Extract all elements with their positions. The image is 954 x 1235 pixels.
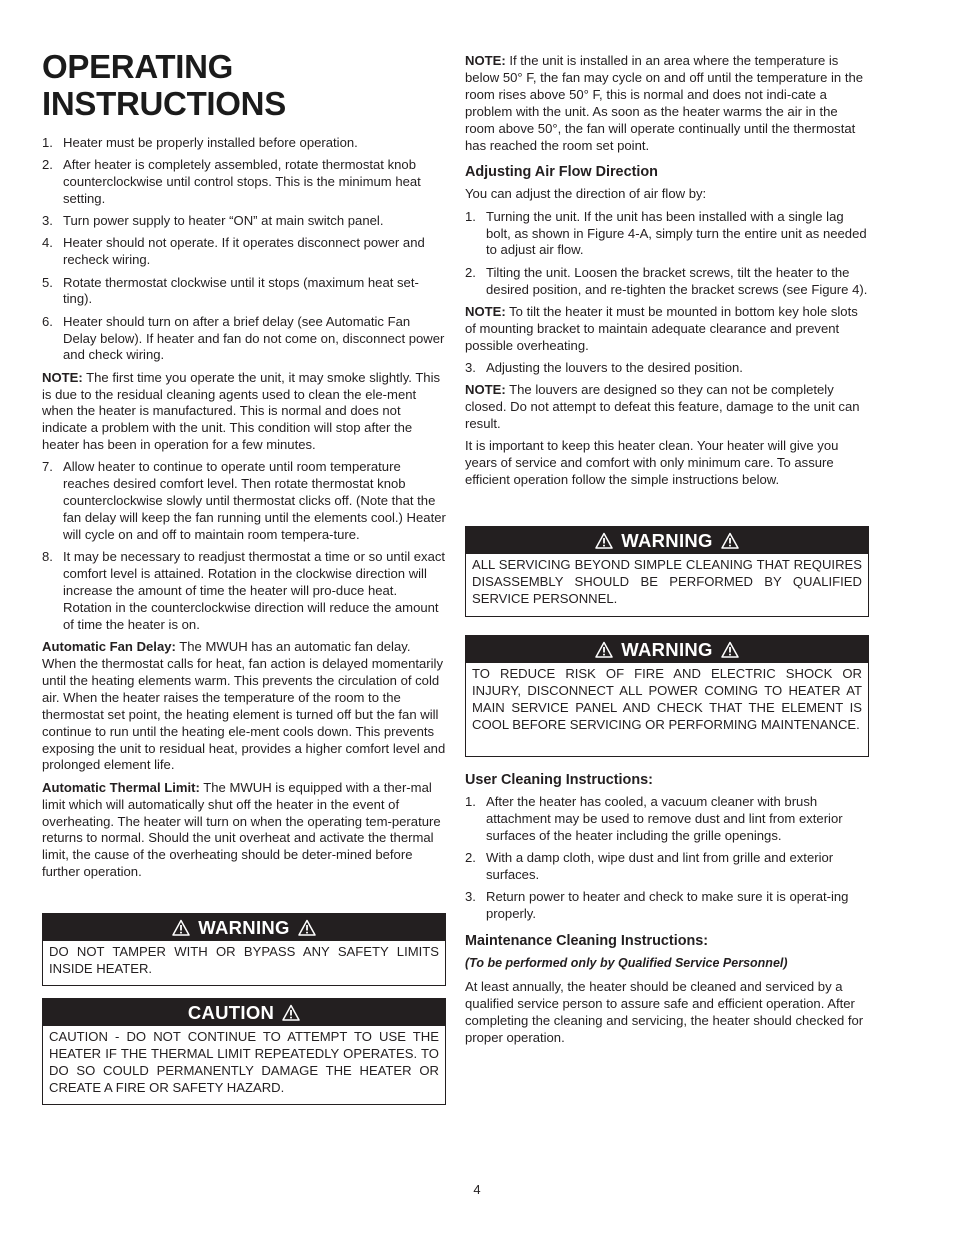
operating-steps-list-continued	[42, 459, 446, 633]
note-label: NOTE:	[465, 53, 506, 68]
note-text: The louvers are designed so they can not be completely closed. Do not attempt to defeat this feature, damage to the unit can result.	[465, 381, 860, 431]
step-number: 7.	[42, 459, 53, 475]
step-text: Heater must be properly installed before operation.	[63, 135, 358, 150]
list-item	[42, 314, 446, 365]
warning-triangle-icon	[721, 532, 739, 550]
air-flow-steps-list-continued	[465, 360, 870, 377]
keep-heater-clean-paragraph: It is important to keep this heater clean. Your heater will give you years of service and comfort with only minimum care. To assure efficient operation follow the simple instructions below.	[465, 438, 839, 487]
right-column-top	[465, 53, 870, 494]
page-title-line-1: OPERATING	[42, 48, 234, 85]
step-number: 1.	[465, 794, 476, 809]
step-text: With a damp cloth, wipe dust and lint from grille and exterior surfaces.	[486, 850, 834, 882]
warning-triangle-icon	[595, 641, 613, 659]
step-number: 1.	[42, 135, 53, 150]
step-text: Return power to heater and check to make sure it is operat-ing properly.	[486, 889, 849, 922]
maintenance-subheading: (To be performed only by Qualified Service Personnel)	[465, 955, 788, 970]
step-number: 2.	[42, 157, 53, 173]
left-column	[42, 135, 446, 886]
step-text: Allow heater to continue to operate until room temperature reaches desired comfort level. Then rotate thermostat knob counterclockwise slowly until thermostat clicks off. (Note that the fan delay will keep the fan running until the elements cool.) Heater will cycle on and off to maintain room tempera-ture.	[63, 459, 446, 543]
fan-delay-label: Automatic Fan Delay:	[42, 639, 176, 655]
section-heading-air-flow: Adjusting Air Flow Direction	[465, 164, 658, 181]
section-heading-maintenance-cleaning: Maintenance Cleaning Instructions:	[465, 932, 709, 949]
step-text: Adjusting the louvers to the desired position.	[486, 359, 743, 375]
note-low-temperature	[465, 53, 870, 154]
step-number: 8.	[42, 549, 53, 565]
warning-triangle-icon	[595, 532, 613, 550]
section-heading-user-cleaning: User Cleaning Instructions:	[465, 772, 653, 788]
step-number: 6.	[42, 313, 53, 329]
thermal-limit-text: The MWUH is equipped with a ther-mal limit which will automatically shut off the heater in the event of overheating. The heater will turn on when the operating tem-perature returns to normal. Should the unit overheat and activate the thermal limit, the cause of the overheating should be deter-mined before further operation.	[42, 779, 441, 880]
warning-box-safety-limits	[42, 913, 446, 986]
warning-text: TO REDUCE RISK OF FIRE AND ELECTRIC SHOCK OR INJURY, DISCONNECT ALL POWER COMING TO HEATER AT MAIN SERVICE PANEL AND CHECK THAT THE ELEMENT IS COOL BEFORE SERVICING OR PERFORMING MAINTENANCE.	[472, 666, 862, 732]
warning-header	[466, 636, 868, 663]
list-item	[42, 549, 446, 634]
note-first-operation	[42, 370, 446, 455]
list-item	[42, 135, 446, 152]
warning-header	[43, 914, 445, 941]
thermal-limit-label: Automatic Thermal Limit:	[42, 779, 200, 795]
warning-triangle-icon	[172, 919, 190, 937]
step-number: 3.	[465, 889, 476, 905]
warning-text: DO NOT TAMPER WITH OR BYPASS ANY SAFETY LIMITS INSIDE HEATER.	[49, 944, 439, 976]
step-number: 5.	[42, 274, 53, 290]
warning-title: WARNING	[198, 916, 290, 938]
step-text: Tilting the unit. Loosen the bracket screws, tilt the heater to the desired position, and re-tighten the bracket screws (see Figure 4).	[486, 264, 868, 297]
list-item	[465, 794, 870, 845]
list-item	[465, 850, 870, 884]
warning-triangle-icon	[721, 641, 739, 659]
note-label: NOTE:	[465, 303, 506, 319]
page-title-line-2: INSTRUCTIONS	[42, 85, 286, 122]
warning-box-disconnect-power	[465, 635, 869, 757]
list-item	[465, 360, 870, 377]
note-label: NOTE:	[42, 369, 83, 385]
step-number: 2.	[465, 264, 476, 280]
step-number: 2.	[465, 850, 476, 866]
list-item	[42, 275, 446, 309]
warning-title: WARNING	[621, 529, 713, 551]
step-number: 3.	[465, 359, 476, 375]
note-tilt-mounting	[465, 304, 870, 355]
caution-header	[43, 999, 445, 1026]
step-number: 3.	[42, 213, 53, 229]
maintenance-text: At least annually, the heater should be cleaned and serviced by a qualified service person to assure safe and efficient operation. After completing the cleaning and servicing, the heater should checked for proper operation.	[465, 978, 864, 1045]
step-text: After heater is completely assembled, rotate thermostat knob counterclockwise until control stops. This is the minimum heat setting.	[63, 157, 421, 207]
user-cleaning-steps-list	[465, 794, 870, 923]
list-item	[42, 459, 446, 544]
automatic-thermal-limit-paragraph	[42, 780, 446, 881]
note-louvers	[465, 382, 870, 433]
step-text: Rotate thermostat clockwise until it stops (maximum heat set-ting).	[63, 274, 419, 307]
warning-header	[466, 527, 868, 554]
warning-text: ALL SERVICING BEYOND SIMPLE CLEANING THAT REQUIRES DISASSEMBLY SHOULD BE PERFORMED BY QUALIFIED SERVICE PERSONNEL.	[472, 557, 862, 606]
step-text: Turn power supply to heater “ON” at main switch panel.	[63, 213, 384, 229]
page-number: 4	[473, 1182, 481, 1197]
list-item	[42, 157, 446, 208]
warning-title: WARNING	[621, 638, 713, 660]
step-number: 4.	[42, 235, 53, 251]
step-number: 1.	[465, 208, 476, 224]
page-title	[42, 48, 286, 122]
note-label: NOTE:	[465, 381, 506, 397]
note-text: To tilt the heater it must be mounted in bottom key hole slots of mounting bracket to maintain adequate clearance and prevent possible overheating.	[465, 303, 858, 353]
caution-box-thermal-limit	[42, 998, 446, 1105]
fan-delay-text: The MWUH has an automatic fan delay. When the thermostat calls for heat, fan action is delayed momentarily until the heating elements warm. This prevents the circulation of cold air. When the heater raises the temperature of the room to the thermostat set point, the heating element is turned off but the fan will continue to run until the heating ele-ment cools down. This prevents exposing the unit to residual heat, provides a higher comfort level and prolonged element life.	[42, 639, 446, 773]
note-text: If the unit is installed in an area where the temperature is below 50° F, the fan may cycle on and off until the temperature in the room rises above 50° F, this is normal and does not indi-cate a problem with the unit. As soon as the heater warms the air in the room above 50°, the fan will operate continually until the thermostat has reached the room set point.	[465, 53, 864, 153]
warning-triangle-icon	[298, 919, 316, 937]
step-text: Turning the unit. If the unit has been installed with a single lag bolt, as shown in Figure 4-A, simply turn the entire unit as needed to adjust air flow.	[486, 208, 867, 258]
step-text: After the heater has cooled, a vacuum cleaner with brush attachment may be used to remove dust and lint from exterior surfaces of the heater including the grille openings.	[486, 794, 843, 843]
caution-title: CAUTION	[187, 1001, 275, 1023]
step-text: It may be necessary to readjust thermostat a time or so until exact comfort level is attained. Rotation in the clockwise direction will increase the amount of time the heater will pro-duce heat. Rotation in the counterclockwise direction will reduce the amount of time the heater is on.	[63, 549, 446, 632]
list-item	[465, 209, 870, 260]
automatic-fan-delay-paragraph	[42, 639, 446, 774]
step-text: Heater should not operate. If it operates disconnect power and recheck wiring.	[63, 235, 425, 268]
air-flow-intro: You can adjust the direction of air flow by:	[465, 186, 707, 202]
warning-box-servicing	[465, 526, 869, 617]
note-text: The first time you operate the unit, it may smoke slightly. This is due to the residual cleaning agents used to clean the ele-ment when the heater is manufactured. This is normal and does not indicate a problem with the unit. This condition will stop after the heater has been in operation for a few minutes.	[42, 369, 441, 453]
list-item	[465, 265, 870, 299]
list-item	[465, 889, 870, 923]
operating-steps-list	[42, 135, 446, 364]
list-item	[42, 213, 446, 230]
air-flow-steps-list	[465, 209, 870, 299]
list-item	[42, 235, 446, 269]
warning-triangle-icon	[282, 1004, 300, 1022]
caution-text: CAUTION - DO NOT CONTINUE TO ATTEMPT TO USE THE HEATER IF THE THERMAL LIMIT REPEATEDLY OPERATES. TO DO SO COULD PERMANENTLY DAMAGE THE HEATER OR CREATE A FIRE OR SAFETY HAZARD.	[49, 1029, 439, 1095]
step-text: Heater should turn on after a brief delay (see Automatic Fan Delay below). If heater and fan do not come on, disconnect power and check wiring.	[63, 313, 445, 363]
right-column-bottom	[465, 771, 870, 1052]
